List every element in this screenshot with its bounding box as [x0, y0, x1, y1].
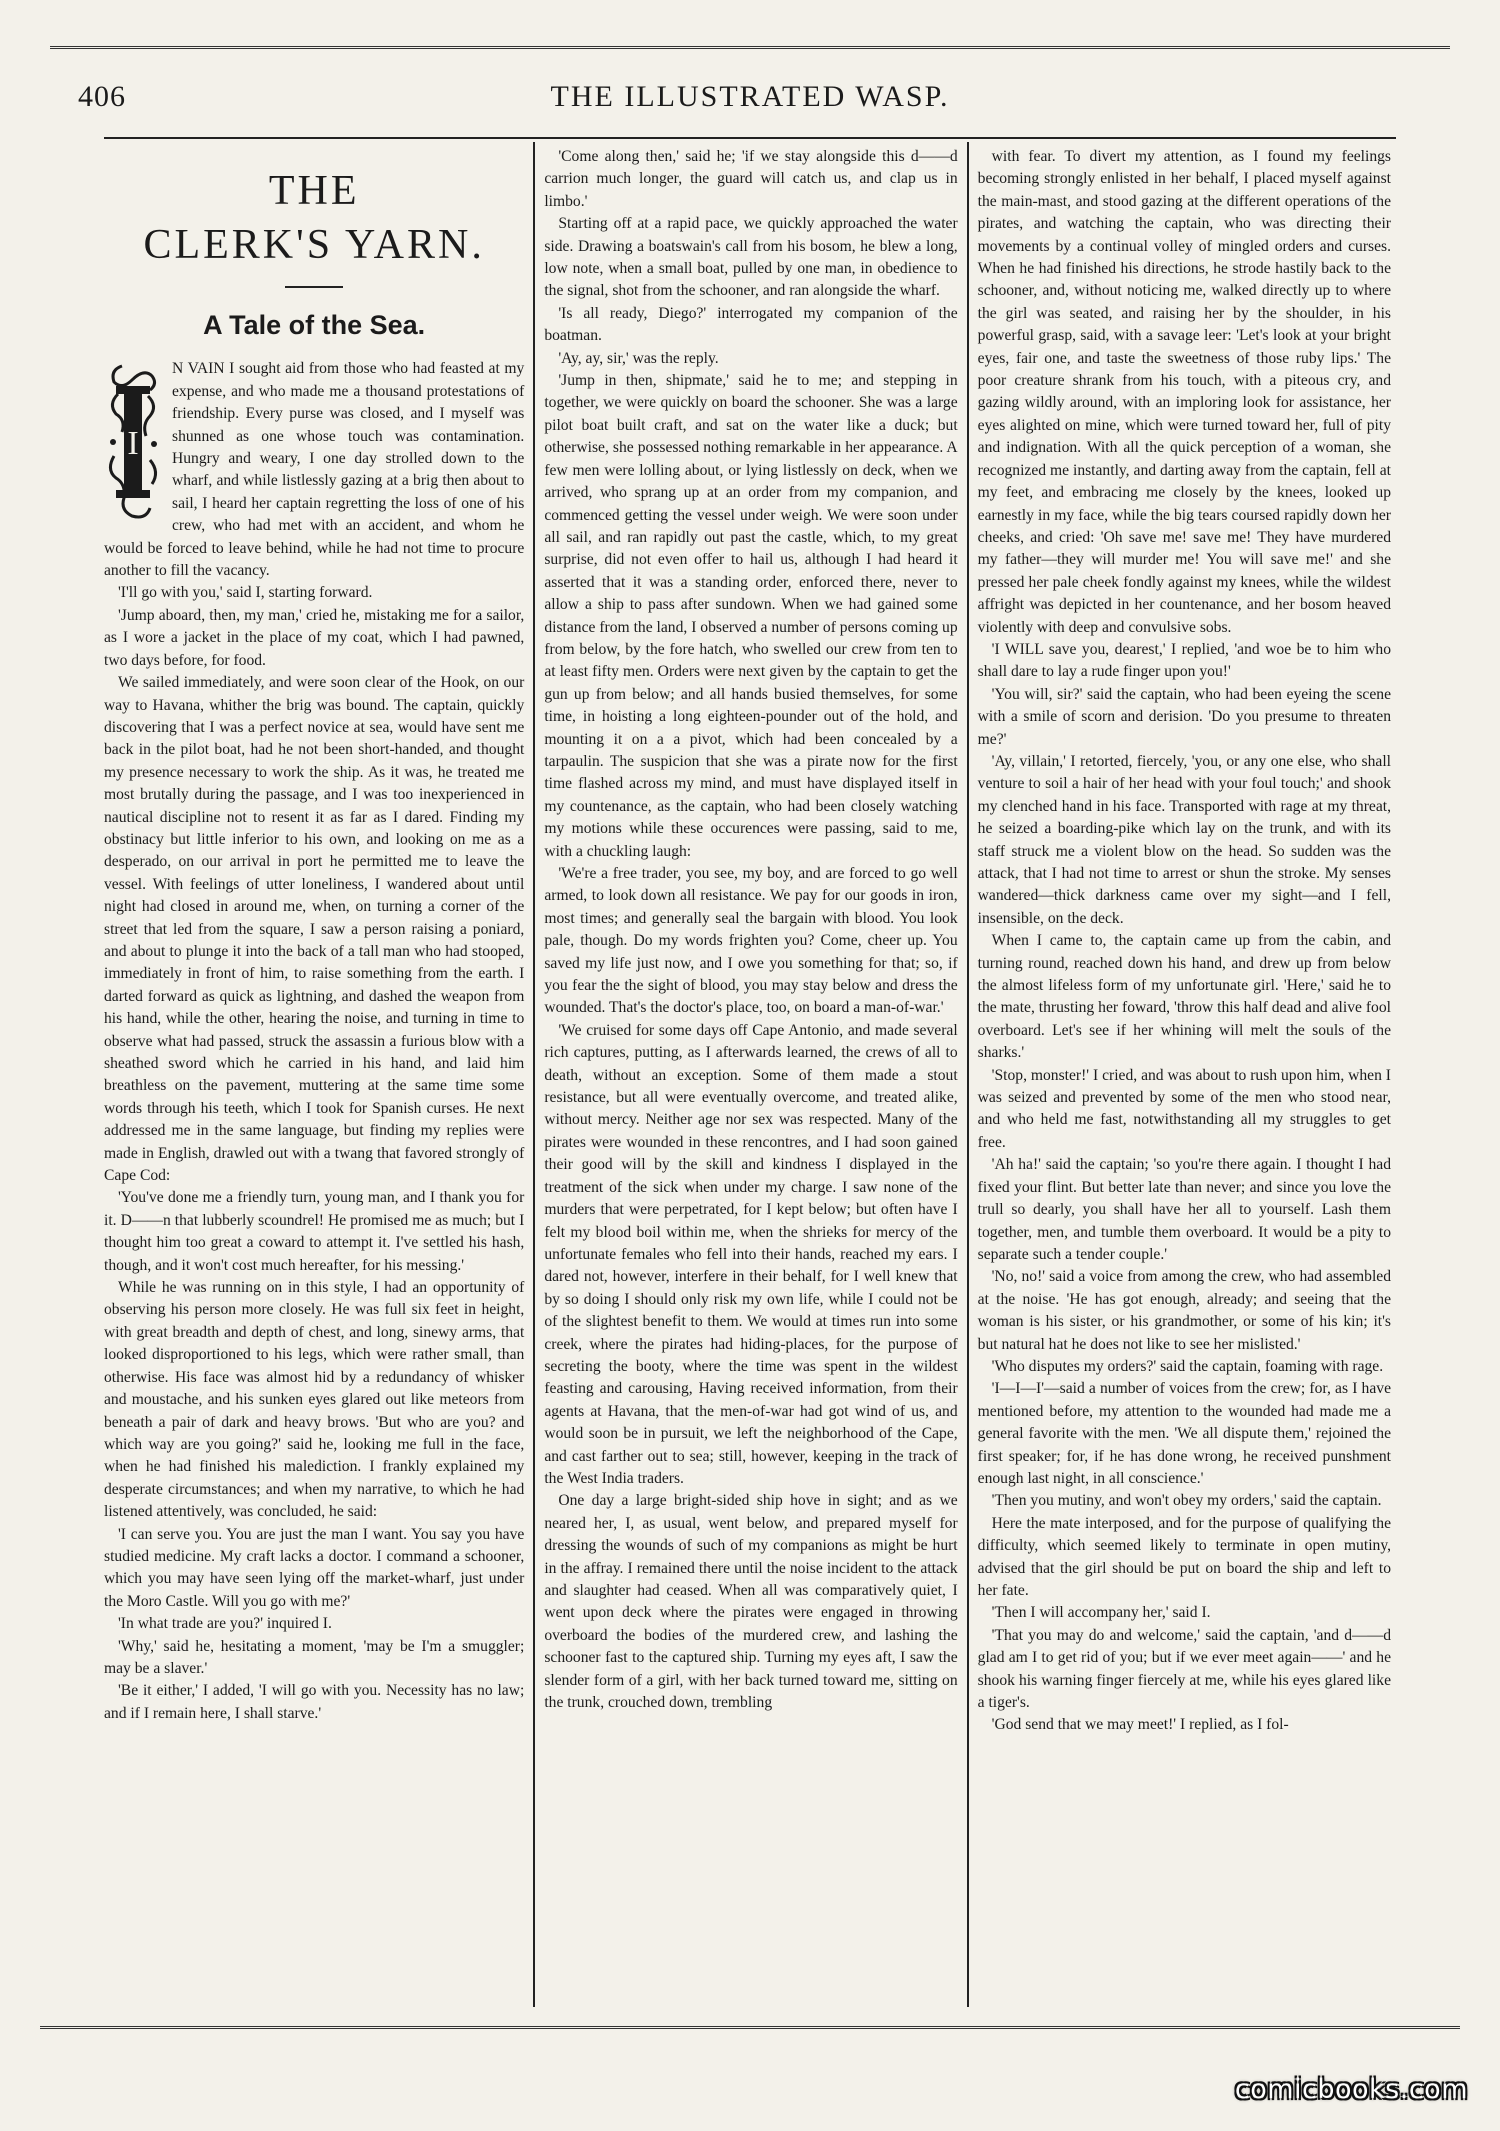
- paragraph: We sailed immediately, and were soon clear of the Hook, on our way to Havana, whither the brig was bound. The captain, quickly discovering that I was a perfect novice at sea, would have sent me back in the pilot boat, had he not been short-handed, and thought my presence necessary to work the ship. As it was, he treated me most brutally during the passage, and I was too inexperienced in nautical discipline not to resent it as far as I dared. Finding my obstinacy but little inferior to his own, and looking on me as a desperado, on our arrival in port he permitted me to leave the vessel. With feelings of utter loneliness, I wandered about until night had closed in around me, when, on turning a corner of the street that led from the square, I saw a person raising a poniard, and about to plunge it into the back of a tall man who had stooped, immediately in front of him, to raise something from the earth. I darted forward as quick as lightning, and dashed the weapon from his hand, while the other, hearing the noise, and turning in time to observe what had passed, struck the assassin a furious blow with a sheathed sword which he carried in his hand, and laid him breathless on the pavement, muttering at the same time some words through his teeth, which I took for Spanish curses. He next addressed me in the same language, but finding my replies were made in English, drawled out with a twang that favored strongly of Cape Cod:: [104, 674, 525, 1185]
- column-2: [533, 142, 966, 2007]
- paragraph: 'God send that we may meet!' I replied, as I fol-: [991, 1716, 1289, 1734]
- paragraph: 'I can serve you. You are just the man I want. You say you have studied medicine. My craft lacks a doctor. I command a schooner, which you may have seen lying off the market-wharf, just under the Moro Castle. Will you go with me?': [104, 1525, 525, 1610]
- bottom-border-rule: [40, 2026, 1460, 2029]
- article-title-block: [104, 164, 524, 340]
- title-divider: [285, 286, 343, 288]
- paragraph: 'Ah ha!' said the captain; 'so you're there again. I thought I had fixed your flint. But better late than never; and since you love the trull so dearly, you shall have her all to yourself. Lash them together, men, and tumble them overboard. It would be a pity to separate such a tender couple.': [977, 1156, 1391, 1263]
- paragraph: When I came to, the captain came up from the cabin, and turning round, reached down his hand, and drew up from below the almost lifeless form of my unfortunate girl. 'Here,' said he to the mate, thrusting her foward, 'throw this half dead and alive fool overboard. Let's see if her whining will melt the souls of the sharks.': [977, 932, 1391, 1062]
- paragraph: 'You've done me a friendly turn, young man, and I thank you for it. D——n that lubberly scoundrel! He promised me as much; but I thought him too great a coward to attempt it. I've settled his hash, though, and it won't cost much hereafter, for his messing.': [104, 1189, 525, 1274]
- paragraph: 'We're a free trader, you see, my boy, and are forced to go well armed, to look down all resistance. We pay for our goods in iron, most times; and generally seal the bargain with blood. You look pale, though. Do my words frighten you? Come, cheer up. You saved my life just now, and I owe you something for that; so, if you fear the the sight of blood, you may stay below and dress the wounded. That's the doctor's place, too, on board a man-of-war.': [544, 865, 958, 1017]
- paragraph: 'Then you mutiny, and won't obey my orders,' said the captain.: [991, 1492, 1382, 1510]
- ornamental-dropcap-icon: [104, 360, 162, 528]
- paragraph: 'I—I—I'—said a number of voices from the crew; for, as I have mentioned before, my attention to the wounded had made me a general favorite with the men. 'We all dispute them,' rejoined the first speaker; for, if he has done wrong, he received punshment enough last night, in all conscience.': [977, 1380, 1391, 1487]
- paragraph: 'In what trade are you?' inquired I.: [118, 1615, 332, 1633]
- paragraph: 'We cruised for some days off Cape Antonio, and made several rich captures, putting, as I afterwards learned, the crews of all to death, without an exception. Some of them made a stout resistance, but all were eventually overcome, and treated alike, without mercy. Neither age nor sex was respected. Many of the pirates were wounded in these rencontres, and I had soon gained their good will by the skill and kindness I displayed in the treatment of the sick when under my charge. I saw none of the murders that were perpetrated, for I kept below; but often have I felt my blood boil within me, when the shrieks for mercy of the unfortunate females who fell into their hands, reached my ears. I dared not, however, interfere in their behalf, for I well knew that by so doing I should only risk my own life, while I could not be of the slightest benefit to them. We would at times run into some creek, where the pirates had hiding-places, for the purpose of secreting the booty, where the time was spent in the wildest feasting and carousing, Having received information, from their agents at Havana, that the men-of-war had got wind of us, and would soon be in pursuit, we left the neighborhood of the Cape, and cast farther out to sea; still, however, keeping in the track of the West India traders.: [544, 1021, 958, 1487]
- paragraph: N VAIN I sought aid from those who had feasted at my expense, and who made me a thousand protestations of friendship. Every purse was closed, and I myself was shunned as one whose touch was contamination. Hungry and weary, I one day strolled down to the wharf, and while listlessly gazing at a brig then about to sail, I heard her captain regretting the loss of one of his crew, who had met with an accident, and whom he would be forced to leave behind, while he had not time to procure another to fill the vacancy.: [104, 360, 525, 580]
- paragraph: 'Jump in then, shipmate,' said he to me; and stepping in together, we were quickly on board the schooner. She was a large pilot boat built craft, and sat on the water like a duck; but otherwise, she possessed nothing remarkable in her appearance. A few men were lolling about, or lying listlessly on deck, when we arrived, who sprang up at an order from my companion, and commenced getting the vessel under weigh. We were soon under all sail, and ran rapidly out past the castle, which, to my great surprise, did not even offer to hail us, although I had heard it asserted that it was a standing order, enforced there, never to allow a ship to pass after sundown. When we had gained some distance from the land, I observed a number of persons coming up from below, by the fore hatch, who swelled our crew from ten to at least fifty men. Orders were next given by the captain to get the gun up from below; and all hands busied themselves, for some time, in hoisting a long eighteen-pounder out of the hold, and mounting it on a a pivot, which had been concealed by a tarpaulin. The suspicion that she was a pirate now for the first time flashed across my mind, and must have displayed itself in my countenance, as the captain, who had been closely watching my motions while these occurences were passing, said to me, with a chuckling laugh:: [544, 372, 958, 860]
- paragraph: 'No, no!' said a voice from among the crew, who had assembled at the noise. 'He has got enough, already; and seeing that the woman is his sister, or his grandmother, or some of his kin; it's but natural hat he does not like to see her mislisted.': [977, 1268, 1391, 1353]
- header-rule: [104, 137, 1396, 139]
- paragraph: 'I'll go with you,' said I, starting forward.: [118, 584, 373, 602]
- running-title: THE ILLUSTRATED WASP.: [550, 80, 950, 113]
- paragraph: 'Come along then,' said he; 'if we stay alongside this d——d carrion much longer, the guard will catch us, and clap us in limbo.': [544, 148, 958, 210]
- paragraph: 'Ay, villain,' I retorted, fiercely, 'you, or any one else, who shall venture to soil a hair of her head with your foul touch;' and shook my clenched hand in his face. Transported with rage at my threat, he seized a boarding-pike which lay on the trunk, and with its staff struck me a violent blow on the head. So sudden was the attack, that I had not time to arrest or shun the stroke. My senses wandered—thick darkness came over my sight—and I fell, insensible, on the deck.: [977, 752, 1391, 927]
- article-subtitle: A Tale of the Sea.: [203, 310, 426, 340]
- paragraph: 'Who disputes my orders?' said the captain, foaming with rage.: [991, 1357, 1384, 1375]
- paragraph: While he was running on in this style, I had an opportunity of observing his person more closely. He was full six feet in height, with great breadth and depth of chest, and long, sinewy arms, that looked disproportioned to his legs, which were rather small, than otherwise. His face was almost hid by a redundancy of whisker and moustache, and his sunken eyes glared out like meteors from beneath a pair of dark and heavy brows. 'But who are you? and which way are you going?' said he, looking me full in the face, when he had finished his malediction. I frankly explained my desperate circumstances; and when my narrative, to which he had listened attentively, was concluded, he said:: [104, 1279, 525, 1521]
- top-border-rule: [50, 46, 1450, 49]
- article-title-line-1: THE: [268, 168, 360, 214]
- watermark-logo: comicbooks.com: [1234, 2074, 1468, 2105]
- paragraph: 'Then I will accompany her,' said I.: [991, 1604, 1211, 1622]
- paragraph: 'Be it either,' I added, 'I will go with you. Necessity has no law; and if I remain here, I shall starve.': [104, 1682, 525, 1722]
- dropcap-letter: I: [127, 425, 139, 463]
- paragraph: Here the mate interposed, and for the purpose of qualifying the difficulty, which seemed likely to terminate in open mutiny, advised that the girl should be put on board the ship and left to her fate.: [977, 1514, 1391, 1599]
- article-title-line-2: CLERK'S YARN.: [143, 222, 485, 268]
- column-3: [967, 142, 1400, 2007]
- paragraph: 'Jump aboard, then, my man,' cried he, mistaking me for a sailor, as I wore a jacket in the place of my coat, which I had pawned, two days before, for food.: [104, 606, 525, 669]
- paragraph: Starting off at a rapid pace, we quickly approached the water side. Drawing a boatswain's call from his bosom, he blew a long, low note, when a small boat, pulled by one man, in obedience to the signal, shot from the schooner, and ran alongside the wharf.: [544, 215, 958, 300]
- paragraph: 'Stop, monster!' I cried, and was about to rush upon him, when I was seized and prevented by some of the men who stood near, and who held me fast, notwithstanding all my struggles to get free.: [977, 1066, 1391, 1151]
- column-1: [100, 142, 533, 2007]
- paragraph: 'I WILL save you, dearest,' I replied, 'and woe be to him who shall dare to lay a rude finger upon you!': [977, 640, 1391, 681]
- paragraph: with fear. To divert my attention, as I found my feelings becoming strongly enlisted in her behalf, I placed myself against the main-mast, and stood gazing at the different operations of the pirates, and watching the captain, who was directing their movements by a continual volley of mingled orders and curses. When he had finished his directions, he strode hastily back to the schooner, and, without noticing me, walked directly up to where the girl was seated, and raising her by the shoulder, in his powerful grasp, said, with a savage leer: 'Let's look at your bright eyes, fair one, and taste the sweetness of those ruby lips.' The poor creature shrank from his touch, with a piteous cry, and gazing wildly around, with an imploring look for assistance, her eyes alighted on mine, which were turned toward her, full of pity and indignation. With all the quick perception of a woman, she recognized me instantly, and darting away from the captain, fell at my feet, and embracing me closely by the knees, looked up earnestly in my face, while the big tears coursed rapidly down her cheeks, and cried: 'Oh save me! save me! They have murdered my father—they will murder me! You will save me!' and she pressed her pale cheek fondly against my knees, while the wildest affright was depicted in her countenance, and her bosom heaved violently with deep and convulsive sobs.: [977, 148, 1391, 636]
- paragraph: 'You will, sir?' said the captain, who had been eyeing the scene with a smile of scorn and derision. 'Do you presume to threaten me?': [977, 685, 1391, 748]
- text-columns: [100, 142, 1400, 2007]
- page-number: 406: [78, 80, 126, 113]
- paragraph: 'Ay, ay, sir,' was the reply.: [558, 349, 719, 367]
- paragraph: One day a large bright-sided ship hove in sight; and as we neared her, I, as usual, went below, and prepared myself for dressing the wounds of such of my companions as might be hurt in the affray. I remained there until the noise incident to the attack and slaughter had ceased. When all was comparatively quiet, I went upon deck where the pirates were engaged in throwing overboard the bodies of the murdered crew, and lashing the schooner fast to the captured ship. Turning my eyes aft, I saw the slender form of a girl, with her back turned toward me, sitting on the trunk, crouched down, trembling: [544, 1492, 958, 1712]
- paragraph: 'Is all ready, Diego?' interrogated my companion of the boatman.: [544, 304, 958, 345]
- paragraph: 'Why,' said he, hesitating a moment, 'may be I'm a smuggler; may be a slaver.': [104, 1637, 525, 1677]
- paragraph: 'That you may do and welcome,' said the captain, 'and d——d glad am I to get rid of you; but if we ever meet again——' and he shook his warning finger fiercely at me, while his eyes glared like a tiger's.: [977, 1626, 1391, 1712]
